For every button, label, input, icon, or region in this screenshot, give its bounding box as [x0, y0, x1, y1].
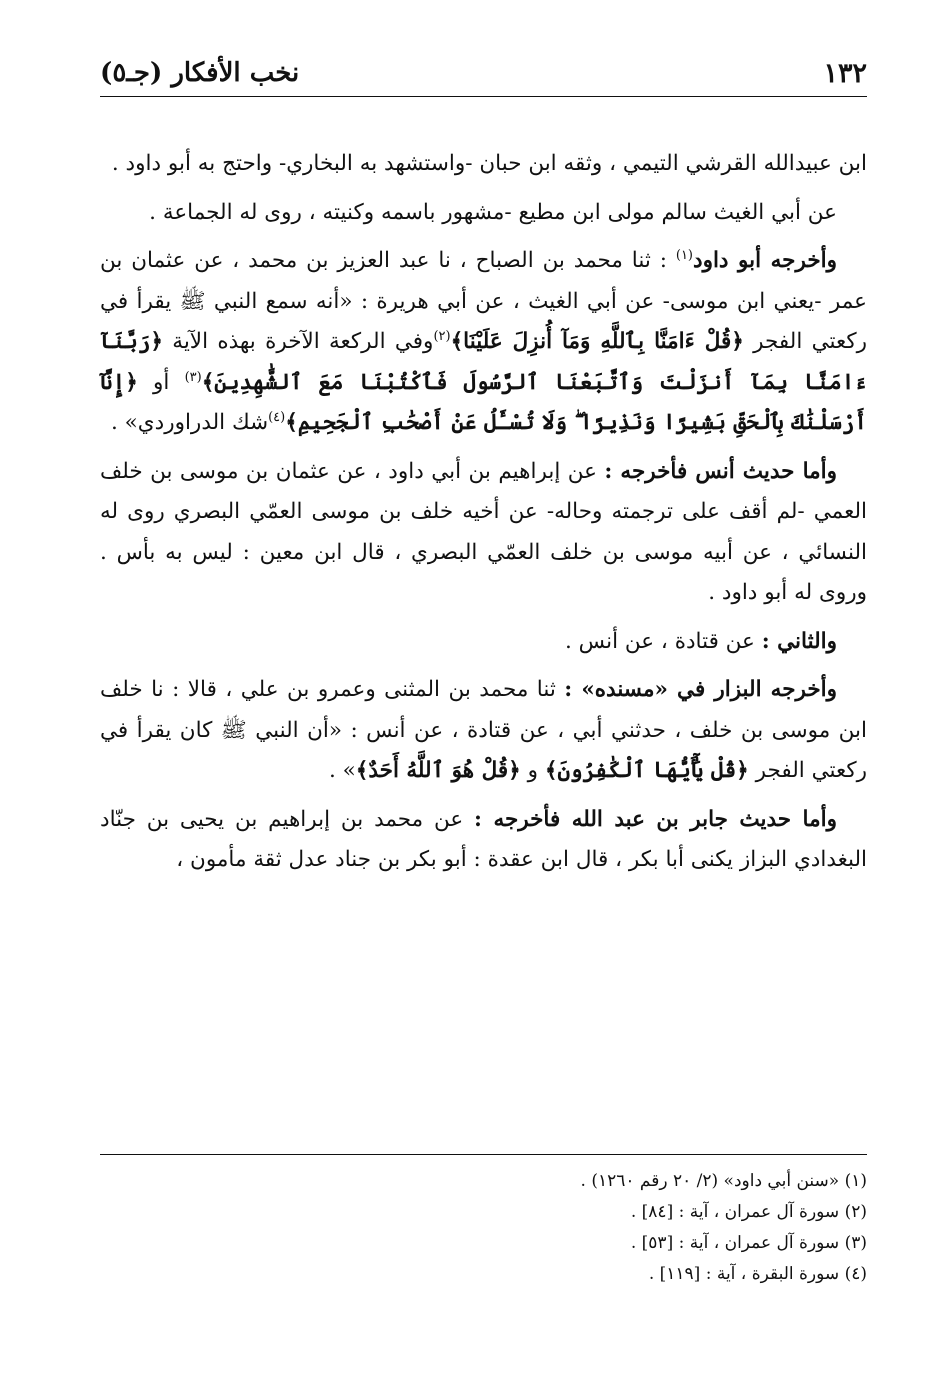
header-rule: [100, 96, 867, 97]
quran-verse: ﴿إِنَّآ أَرْسَلْنَٰكَ بِٱلْحَقِّ بَشِيرًا وَنَذِيرًا ۖ وَلَا تُسْـَٔلُ عَنْ أَصْحَٰبِ ٱلْجَحِيمِ﴾: [100, 369, 867, 435]
lead-phrase: وأما حديث أنس فأخرجه :: [604, 458, 837, 484]
footnote: (٣) سورة آل عمران ، آية : [٥٣] .: [630, 1233, 867, 1253]
text: عن محمد بن إبراهيم بن يحيى بن جنّاد البغدادي البزاز يكنى أبا بكر ، قال ابن عقدة : أبو بكر بن جناد عدل ثقة مأمون ،: [100, 806, 867, 872]
text: : ثنا محمد بن الصباح ، نا عبد العزيز بن محمد ، عن عثمان بن عمر -يعني ابن موسى- عن أبي الغيث ، عن أبي هريرة : «أنه سمع النبي ﷺ يقرأ في ركعتي الفجر: [100, 248, 867, 354]
lead-phrase: وأخرجه أبو داود: [693, 248, 837, 273]
text: عن إبراهيم بن أبي داود ، عن عثمان بن موسى بن خلف العمي -لم أقف على ترجمته وحاله- عن أخيه خلف بن موسى العمّي البصري روى له النسائي ، عن أبيه موسى بن خلف العمّي البصري ، قال ابن معين : ليس به بأس . وروى له أبو داود .: [100, 458, 867, 605]
page-header: [100, 52, 867, 96]
text: شك الدراوردي» .: [110, 410, 269, 435]
footnote: (٤) سورة البقرة ، آية : [١١٩] .: [648, 1264, 867, 1284]
footnote: (٢) سورة آل عمران ، آية : [٨٤] .: [630, 1202, 867, 1222]
paragraph: [100, 670, 867, 792]
text: عن قتادة ، عن أنس .: [565, 628, 755, 654]
paragraph: [100, 800, 867, 881]
footnote-rule: [100, 1154, 867, 1155]
text: و: [527, 758, 538, 783]
text: عن أبي الغيث سالم مولى ابن مطيع -مشهور باسمه وكنيته ، روى له الجماعة .: [149, 199, 837, 225]
paragraph: [100, 452, 867, 614]
lead-phrase: وأما حديث جابر بن عبد الله فأخرجه :: [474, 806, 837, 832]
footnotes: [100, 1166, 867, 1290]
main-text: [100, 144, 867, 889]
running-title: نخب الأفكار (جـ٥): [100, 58, 300, 88]
footnote-ref: (٤): [268, 409, 286, 425]
page-number: ١٣٢: [823, 58, 867, 89]
book-page: [100, 52, 867, 1284]
text: وفي الركعة الآخرة بهذه الآية: [172, 329, 434, 354]
lead-phrase: وأخرجه البزار في «مسنده» :: [564, 677, 837, 702]
paragraph: [100, 144, 867, 185]
text: أو: [153, 369, 170, 395]
quran-verse: ﴿رَبَّنَآ ءَامَنَّا بِمَآ أَنزَلْتَ وَٱتَّبَعْنَا ٱلرَّسُولَ فَٱكْتُبْنَا مَعَ ٱلشَّٰهِدِينَ﴾: [100, 329, 867, 395]
text: ابن عبيدالله القرشي التيمي ، وثقه ابن حبان -واستشهد به البخاري- واحتج به أبو داود .: [111, 151, 867, 176]
footnote-ref: (٢): [433, 328, 451, 344]
footnote-ref: (١): [675, 247, 693, 263]
text: » .: [328, 758, 356, 783]
paragraph: [100, 241, 867, 444]
quran-verse: ﴿قُلْ هُوَ ٱللَّهُ أَحَدٌ﴾: [355, 758, 521, 783]
quran-verse: ﴿قُلْ ءَامَنَّا بِٱللَّهِ وَمَآ أُنزِلَ عَلَيْنَا﴾: [450, 329, 744, 354]
footnote: (١) «سنن أبي داود» (٢/ ٢٠ رقم ١٢٦٠) .: [580, 1171, 867, 1191]
text: ثنا محمد بن المثنى وعمرو بن علي ، قالا : نا خلف ابن موسى بن خلف ، حدثني أبي ، عن قتادة ، عن أنس : «أن النبي ﷺ كان يقرأ في ركعتي الفجر: [100, 677, 867, 783]
quran-verse: ﴿قُلْ يَٰٓأَيُّهَا ٱلْكَٰفِرُونَ﴾: [544, 758, 749, 783]
paragraph: [100, 193, 867, 234]
lead-phrase: والثاني :: [761, 628, 837, 654]
paragraph: [100, 622, 867, 663]
footnote-ref: (٣): [184, 369, 202, 385]
